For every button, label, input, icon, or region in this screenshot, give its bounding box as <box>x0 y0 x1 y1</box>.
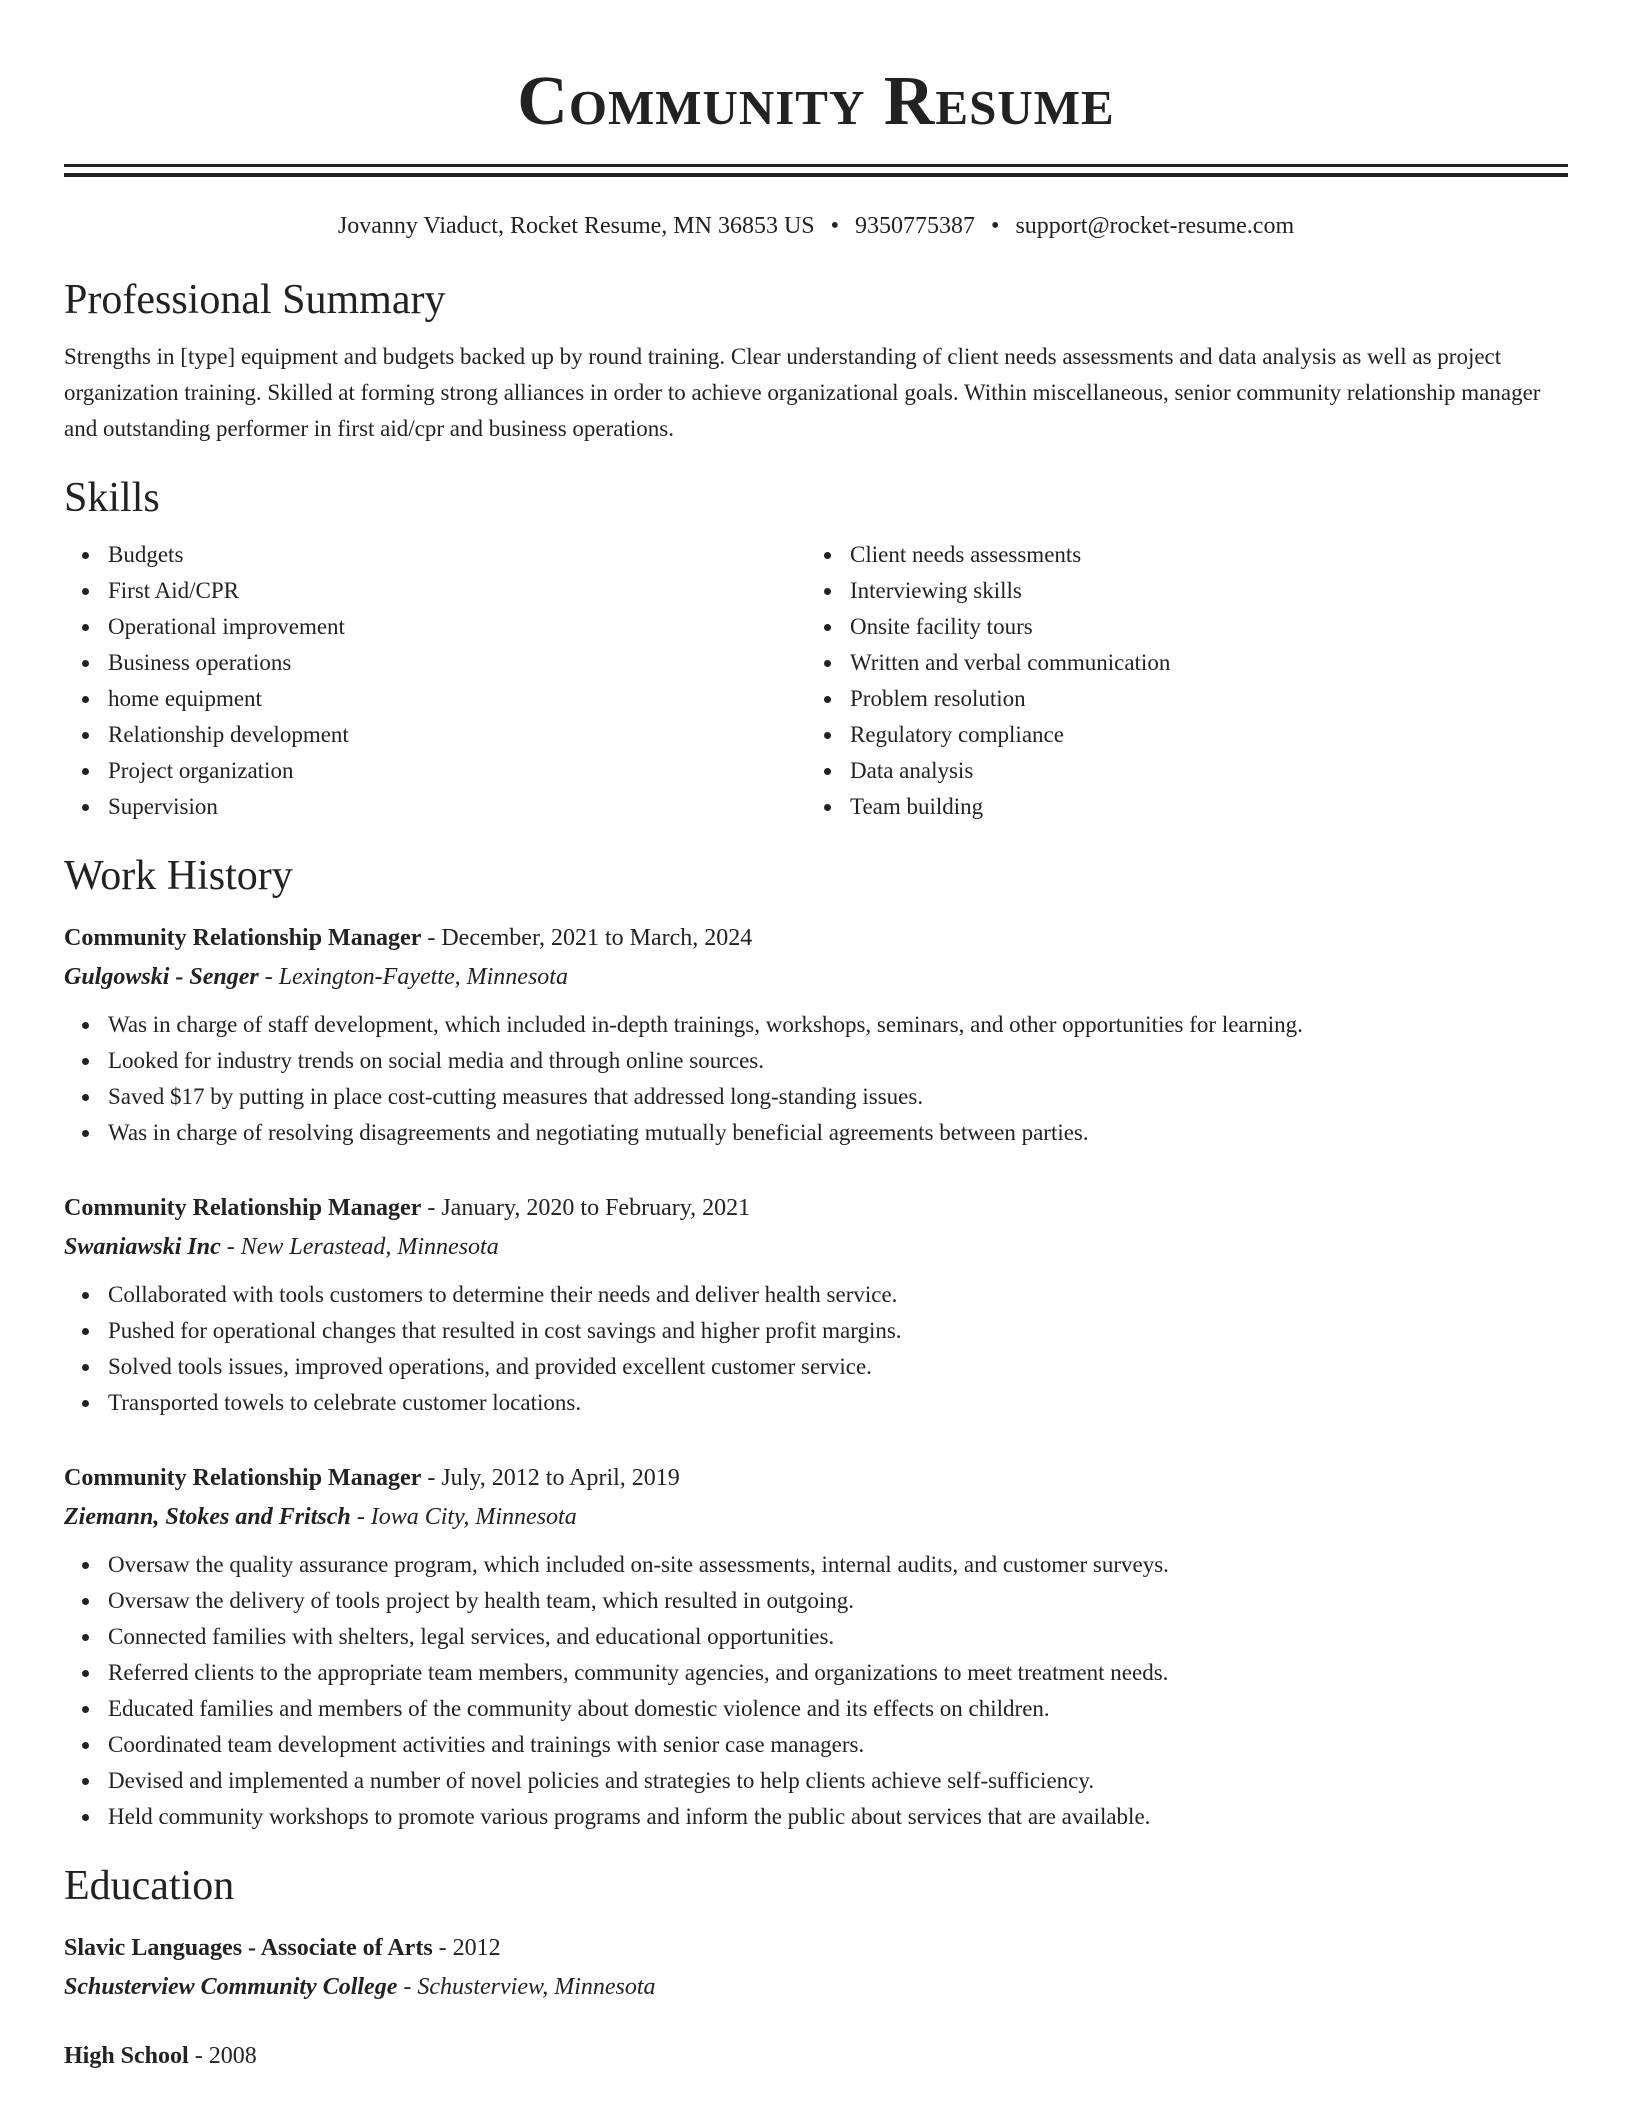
education-entry <box>64 2037 1568 2075</box>
skill-item: Project organization <box>108 753 806 789</box>
job-bullet: Held community workshops to promote various programs and inform the public about services that are available. <box>108 1799 1568 1835</box>
contact-email: support@rocket-resume.com <box>1015 213 1295 239</box>
resume-title: Community Resume <box>517 63 1115 140</box>
resume-page <box>64 0 1568 2075</box>
job-bullet: Devised and implemented a number of novel policies and strategies to help clients achieve self-sufficiency. <box>108 1763 1568 1799</box>
bullet-dot <box>82 1400 89 1407</box>
bullet-dot <box>82 768 89 775</box>
job-bullet: Looked for industry trends on social media and through online sources. <box>108 1043 1568 1079</box>
bullet-dot <box>82 1814 89 1821</box>
section-heading: Education <box>64 1863 235 1909</box>
school-name: Schusterview Community College <box>64 1974 398 2000</box>
professional-summary-section <box>64 275 1568 447</box>
summary-text: Strengths in [type] equipment and budgets backed up by round training. Clear understanding of client needs assessments and data analysis as well as project organization training. Skilled at forming strong alliances in order to achieve organizational goals. Within miscellaneous, senior community relationship manager and outstanding performer in first aid/cpr and business operations. <box>64 344 1541 441</box>
bullet-dot <box>824 804 831 811</box>
skill-item: Problem resolution <box>850 681 1548 717</box>
degree-name: High School <box>64 2043 189 2069</box>
skill-item: Supervision <box>108 789 806 825</box>
job-title-line <box>64 919 1568 957</box>
bullet-dot <box>82 1598 89 1605</box>
skill-item: Client needs assessments <box>850 537 1548 573</box>
degree-year: - 2012 <box>432 1935 501 1961</box>
bullet-dot <box>82 1022 89 1029</box>
job-entry <box>64 1189 1568 1421</box>
bullet-dot <box>82 1634 89 1641</box>
job-bullet: Coordinated team development activities and trainings with senior case managers. <box>108 1727 1568 1763</box>
bullet-dot <box>82 1130 89 1137</box>
employer-location: - Iowa City, Minnesota <box>350 1504 577 1530</box>
bullet-dot <box>824 588 831 595</box>
job-title-line <box>64 1459 1568 1497</box>
job-entry <box>64 919 1568 1151</box>
employer-name: Gulgowski - Senger <box>64 964 259 990</box>
skill-item: First Aid/CPR <box>108 573 806 609</box>
bullet-dot <box>82 1364 89 1371</box>
degree-line <box>64 2037 1568 2075</box>
job-bullet: Collaborated with tools customers to determine their needs and deliver health service. <box>108 1277 1568 1313</box>
job-bullet: Oversaw the quality assurance program, which included on-site assessments, internal audits, and customer surveys. <box>108 1547 1568 1583</box>
section-heading: Professional Summary <box>64 277 446 323</box>
section-heading: Skills <box>64 475 160 521</box>
bullet-dot <box>82 1058 89 1065</box>
education-entry <box>64 1929 1568 2007</box>
bullet-dot <box>824 552 831 559</box>
bullet-dot <box>82 1742 89 1749</box>
skill-item: Regulatory compliance <box>850 717 1548 753</box>
skill-item: Written and verbal communication <box>850 645 1548 681</box>
employer-name: Swaniawski Inc <box>64 1234 221 1260</box>
bullet-dot <box>82 1778 89 1785</box>
employer-line <box>64 1497 1568 1537</box>
work-history-section <box>64 851 1568 1835</box>
job-bullets <box>64 1277 1568 1421</box>
degree-line <box>64 1929 1568 1967</box>
job-bullet: Transported towels to celebrate customer locations. <box>108 1385 1568 1421</box>
degree-year: - 2008 <box>188 2043 257 2069</box>
bullet-dot <box>824 624 831 631</box>
employer-line <box>64 1227 1568 1267</box>
job-bullet: Pushed for operational changes that resulted in cost savings and higher profit margins. <box>108 1313 1568 1349</box>
job-bullet: Referred clients to the appropriate team members, community agencies, and organizations to meet treatment needs. <box>108 1655 1568 1691</box>
contact-phone: 9350775387 <box>855 213 976 239</box>
skill-item: home equipment <box>108 681 806 717</box>
contact-address: Jovanny Viaduct, Rocket Resume, MN 36853 US <box>337 213 815 239</box>
skill-item: Team building <box>850 789 1548 825</box>
contact-line <box>64 211 1568 241</box>
bullet-dot <box>824 768 831 775</box>
degree-name: Slavic Languages - Associate of Arts <box>64 1935 433 1961</box>
bullet-dot <box>82 660 89 667</box>
bullet-dot <box>82 732 89 739</box>
employer-line <box>64 957 1568 997</box>
job-bullet: Was in charge of resolving disagreements and negotiating mutually beneficial agreements between parties. <box>108 1115 1568 1151</box>
skill-item: Budgets <box>108 537 806 573</box>
job-bullet: Oversaw the delivery of tools project by health team, which resulted in outgoing. <box>108 1583 1568 1619</box>
skills-grid <box>64 537 1568 825</box>
bullet-dot <box>82 1328 89 1335</box>
bullet-dot <box>824 660 831 667</box>
job-dates: - July, 2012 to April, 2019 <box>421 1465 680 1491</box>
job-bullets <box>64 1007 1568 1151</box>
bullet-dot <box>82 1094 89 1101</box>
bullet-dot <box>82 1670 89 1677</box>
job-bullet: Saved $17 by putting in place cost-cutting measures that addressed long-standing issues. <box>108 1079 1568 1115</box>
job-title: Community Relationship Manager <box>64 1465 422 1491</box>
bullet-dot <box>82 696 89 703</box>
skills-right-column <box>806 537 1548 825</box>
contact-separator: • <box>830 213 840 239</box>
skill-item: Data analysis <box>850 753 1548 789</box>
employer-location: - New Lerastead, Minnesota <box>220 1234 499 1260</box>
bullet-dot <box>82 588 89 595</box>
employer-location: - Lexington-Fayette, Minnesota <box>258 964 568 990</box>
bullet-dot <box>82 1562 89 1569</box>
school-line <box>64 1967 1568 2007</box>
job-bullets <box>64 1547 1568 1835</box>
section-heading: Work History <box>64 853 293 899</box>
job-bullet: Educated families and members of the community about domestic violence and its effects on children. <box>108 1691 1568 1727</box>
job-bullet: Solved tools issues, improved operations, and provided excellent customer service. <box>108 1349 1568 1385</box>
skill-item: Relationship development <box>108 717 806 753</box>
job-title: Community Relationship Manager <box>64 1195 422 1221</box>
bullet-dot <box>82 1292 89 1299</box>
job-bullet: Connected families with shelters, legal services, and educational opportunities. <box>108 1619 1568 1655</box>
bullet-dot <box>82 1706 89 1713</box>
contact-separator: • <box>991 213 1000 239</box>
job-dates: - December, 2021 to March, 2024 <box>421 925 753 951</box>
bullet-dot <box>824 732 831 739</box>
job-title-line <box>64 1189 1568 1227</box>
school-location: - Schusterview, Minnesota <box>397 1974 656 2000</box>
job-entry <box>64 1459 1568 1835</box>
job-dates: - January, 2020 to February, 2021 <box>421 1195 751 1221</box>
skills-section <box>64 473 1568 825</box>
title-double-rule <box>64 164 1568 177</box>
job-bullet: Was in charge of staff development, which included in-depth trainings, workshops, seminars, and other opportunities for learning. <box>108 1007 1568 1043</box>
bullet-dot <box>82 552 89 559</box>
bullet-dot <box>82 804 89 811</box>
bullet-dot <box>82 624 89 631</box>
education-section <box>64 1861 1568 2075</box>
skill-item: Business operations <box>108 645 806 681</box>
skill-item: Operational improvement <box>108 609 806 645</box>
job-title: Community Relationship Manager <box>64 925 422 951</box>
employer-name: Ziemann, Stokes and Fritsch <box>64 1504 351 1530</box>
skill-item: Onsite facility tours <box>850 609 1548 645</box>
bullet-dot <box>824 696 831 703</box>
skills-left-column <box>64 537 806 825</box>
skill-item: Interviewing skills <box>850 573 1548 609</box>
